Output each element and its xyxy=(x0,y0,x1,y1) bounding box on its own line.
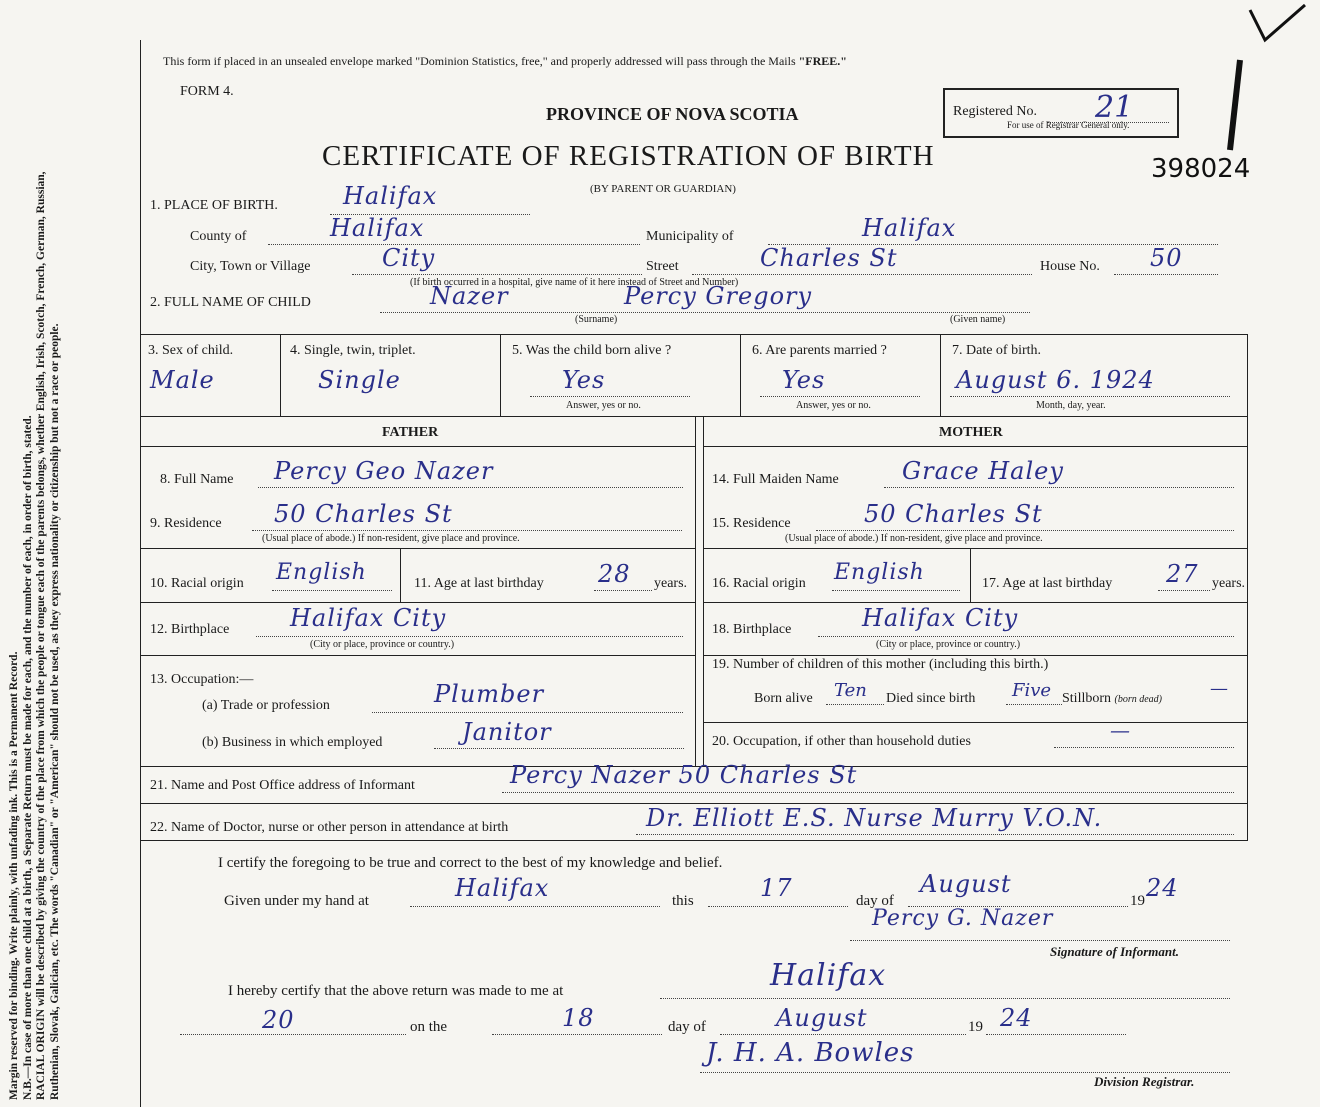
registrar-place: Halifax xyxy=(770,958,887,993)
mother-name-label: 14. Full Maiden Name xyxy=(712,472,839,487)
frame-left-border xyxy=(140,40,141,1107)
dob-label: 7. Date of birth. xyxy=(952,343,1042,358)
born-alive-label: Born alive xyxy=(754,691,813,706)
registrar-mark: 20 xyxy=(262,1006,295,1034)
hospital-note: (If birth occurred in a hospital, give name of it here instead of Street and Number) xyxy=(410,277,739,288)
father-occupation-label: 13. Occupation:— xyxy=(150,672,254,687)
mother-years: years. xyxy=(1212,576,1246,591)
cert-day: 17 xyxy=(760,874,793,902)
city-label: City, Town or Village xyxy=(190,259,311,274)
province-heading: PROVINCE OF NOVA SCOTIA xyxy=(546,104,799,124)
father-birthplace: Halifax City xyxy=(290,604,447,632)
mother-birthplace-note: (City or place, province or country.) xyxy=(876,639,1021,650)
given-name-note: (Given name) xyxy=(950,314,1006,325)
mother-heading: MOTHER xyxy=(939,425,1003,440)
alive-value: Yes xyxy=(562,366,606,394)
father-heading: FATHER xyxy=(382,425,439,440)
dob-note: Month, day, year. xyxy=(1036,400,1106,411)
registrar-year: 24 xyxy=(1000,1004,1033,1032)
died-value: Five xyxy=(1012,680,1052,701)
house-label: House No. xyxy=(1040,259,1100,274)
father-residence-label: 9. Residence xyxy=(150,516,222,531)
reg-day-of-label: day of xyxy=(668,1019,706,1035)
stillborn-label: Stillborn (born dead) xyxy=(1062,691,1163,706)
alive-note: Answer, yes or no. xyxy=(566,400,641,411)
registrar-sig-label: Division Registrar. xyxy=(1094,1074,1195,1089)
mother-origin-label: 16. Racial origin xyxy=(712,576,806,591)
registrar-text: I hereby certify that the above return was made to me at xyxy=(228,983,564,999)
margin-notes xyxy=(8,40,138,1100)
single-label: 4. Single, twin, triplet. xyxy=(290,343,416,358)
registrar-month: August xyxy=(776,1004,868,1032)
cert-year: 24 xyxy=(1146,874,1179,902)
sex-label: 3. Sex of child. xyxy=(148,343,234,358)
child-surname: Nazer xyxy=(430,282,509,310)
on-the-label: on the xyxy=(410,1019,448,1035)
mother-residence-note: (Usual place of abode.) If non-resident, give place and province. xyxy=(785,533,1043,544)
registrar-use-note: For use of Registrar General only. xyxy=(1007,120,1130,130)
mother-origin: English xyxy=(834,560,925,585)
municipality-value: Halifax xyxy=(862,214,957,242)
dob-value: August 6. 1924 xyxy=(956,366,1155,394)
mother-birthplace: Halifax City xyxy=(862,604,1019,632)
check-mark-icon xyxy=(1210,0,1320,160)
registered-label: Registered No. xyxy=(953,104,1037,119)
father-age: 28 xyxy=(598,560,631,588)
died-label: Died since birth xyxy=(886,691,976,706)
county-value: Halifax xyxy=(330,214,425,242)
registrar-signature: J. H. A. Bowles xyxy=(706,1038,915,1068)
street-label: Street xyxy=(646,259,679,274)
father-years: years. xyxy=(654,576,688,591)
county-label: County of xyxy=(190,229,247,244)
mother-residence: 50 Charles St xyxy=(864,500,1043,528)
doctor-value: Dr. Elliott E.S. Nurse Murry V.O.N. xyxy=(646,804,1103,832)
cert-month: August xyxy=(920,870,1012,898)
father-name: Percy Geo Nazer xyxy=(274,457,494,485)
informant-value: Percy Nazer 50 Charles St xyxy=(510,761,858,789)
stamp-number: 398024 xyxy=(1151,154,1251,184)
year-prefix: 19 xyxy=(1130,893,1145,909)
mother-name: Grace Haley xyxy=(902,457,1064,485)
child-name-label: 2. FULL NAME OF CHILD xyxy=(150,295,311,310)
informant-label: 21. Name and Post Office address of Informant xyxy=(150,778,415,793)
given-place: Halifax xyxy=(455,874,550,902)
mother-age-label: 17. Age at last birthday xyxy=(982,576,1113,591)
reg-year-prefix: 19 xyxy=(968,1019,983,1035)
informant-signature: Percy G. Nazer xyxy=(872,906,1054,931)
born-alive-value: Ten xyxy=(834,680,867,701)
father-trade-label: (a) Trade or profession xyxy=(202,698,330,713)
married-note: Answer, yes or no. xyxy=(796,400,871,411)
form-number: FORM 4. xyxy=(180,84,234,99)
mother-residence-label: 15. Residence xyxy=(712,516,791,531)
given-label: Given under my hand at xyxy=(224,893,369,909)
father-origin-label: 10. Racial origin xyxy=(150,576,244,591)
father-residence-note: (Usual place of abode.) If non-resident, give place and province. xyxy=(262,533,520,544)
mother-children-label: 19. Number of children of this mother (including this birth.) xyxy=(712,657,1049,672)
this-label: this xyxy=(672,893,694,909)
sex-value: Male xyxy=(150,366,215,394)
house-value: 50 xyxy=(1150,244,1183,272)
father-birthplace-label: 12. Birthplace xyxy=(150,622,230,637)
margin-note-2: N.B.—In case of more than one child at a birth, a Separate Return must be made for each, and the number of each, in order of birth, stated. xyxy=(21,415,34,1100)
informant-sig-label: Signature of Informant. xyxy=(1050,944,1179,959)
mother-birthplace-label: 18. Birthplace xyxy=(712,622,792,637)
day-of-label: day of xyxy=(856,893,894,909)
mother-occupation-label: 20. Occupation, if other than household duties xyxy=(712,734,971,749)
father-residence: 50 Charles St xyxy=(274,500,453,528)
single-value: Single xyxy=(318,366,401,394)
place-of-birth-value: Halifax xyxy=(343,182,438,210)
registration-box xyxy=(943,88,1179,138)
father-business: Janitor xyxy=(462,718,552,746)
margin-note-1: Margin reserved for binding. Write plainly, with unfading ink. This is a Permanent Record. xyxy=(8,651,20,1100)
child-given-name: Percy Gregory xyxy=(624,282,813,310)
registrar-day: 18 xyxy=(562,1004,595,1032)
stillborn-value: — xyxy=(1210,678,1228,699)
father-age-label: 11. Age at last birthday xyxy=(414,576,544,591)
surname-note: (Surname) xyxy=(575,314,618,325)
mother-occupation: — xyxy=(1110,718,1130,742)
page-title: CERTIFICATE OF REGISTRATION OF BIRTH xyxy=(322,140,935,172)
married-label: 6. Are parents married ? xyxy=(752,343,887,358)
place-of-birth-label: 1. PLACE OF BIRTH. xyxy=(150,198,278,213)
doctor-label: 22. Name of Doctor, nurse or other person in attendance at birth xyxy=(150,820,509,835)
street-value: Charles St xyxy=(760,244,898,272)
mother-age: 27 xyxy=(1166,560,1199,588)
mail-notice: This form if placed in an unsealed envelope marked "Dominion Statistics, free," and properly addressed will pass through the Mails "FREE." xyxy=(163,54,847,68)
margin-note-4: Ruthenian, Slovak, Galician, etc. The words "Canadian" or "American" should not be used, as they express nationality or citizenship but not a race or people. xyxy=(48,323,61,1100)
father-business-label: (b) Business in which employed xyxy=(202,735,383,750)
certify-text: I certify the foregoing to be true and correct to the best of my knowledge and belief. xyxy=(218,855,723,871)
father-origin: English xyxy=(276,560,367,585)
father-birthplace-note: (City or place, province or country.) xyxy=(310,639,455,650)
city-value: City xyxy=(382,244,436,272)
page-subtitle: (BY PARENT OR GUARDIAN) xyxy=(590,183,736,195)
margin-note-3: RACIAL ORIGIN will be described by giving the country of the place from which the people or tongue each of the parents belongs, whether English, Irish, Scotch, French, German, Russian, xyxy=(35,171,47,1100)
municipality-label: Municipality of xyxy=(646,229,734,244)
father-trade: Plumber xyxy=(434,680,545,708)
married-value: Yes xyxy=(782,366,826,394)
registered-number: 21 xyxy=(1095,90,1134,125)
father-name-label: 8. Full Name xyxy=(160,472,234,487)
alive-label: 5. Was the child born alive ? xyxy=(512,343,672,358)
